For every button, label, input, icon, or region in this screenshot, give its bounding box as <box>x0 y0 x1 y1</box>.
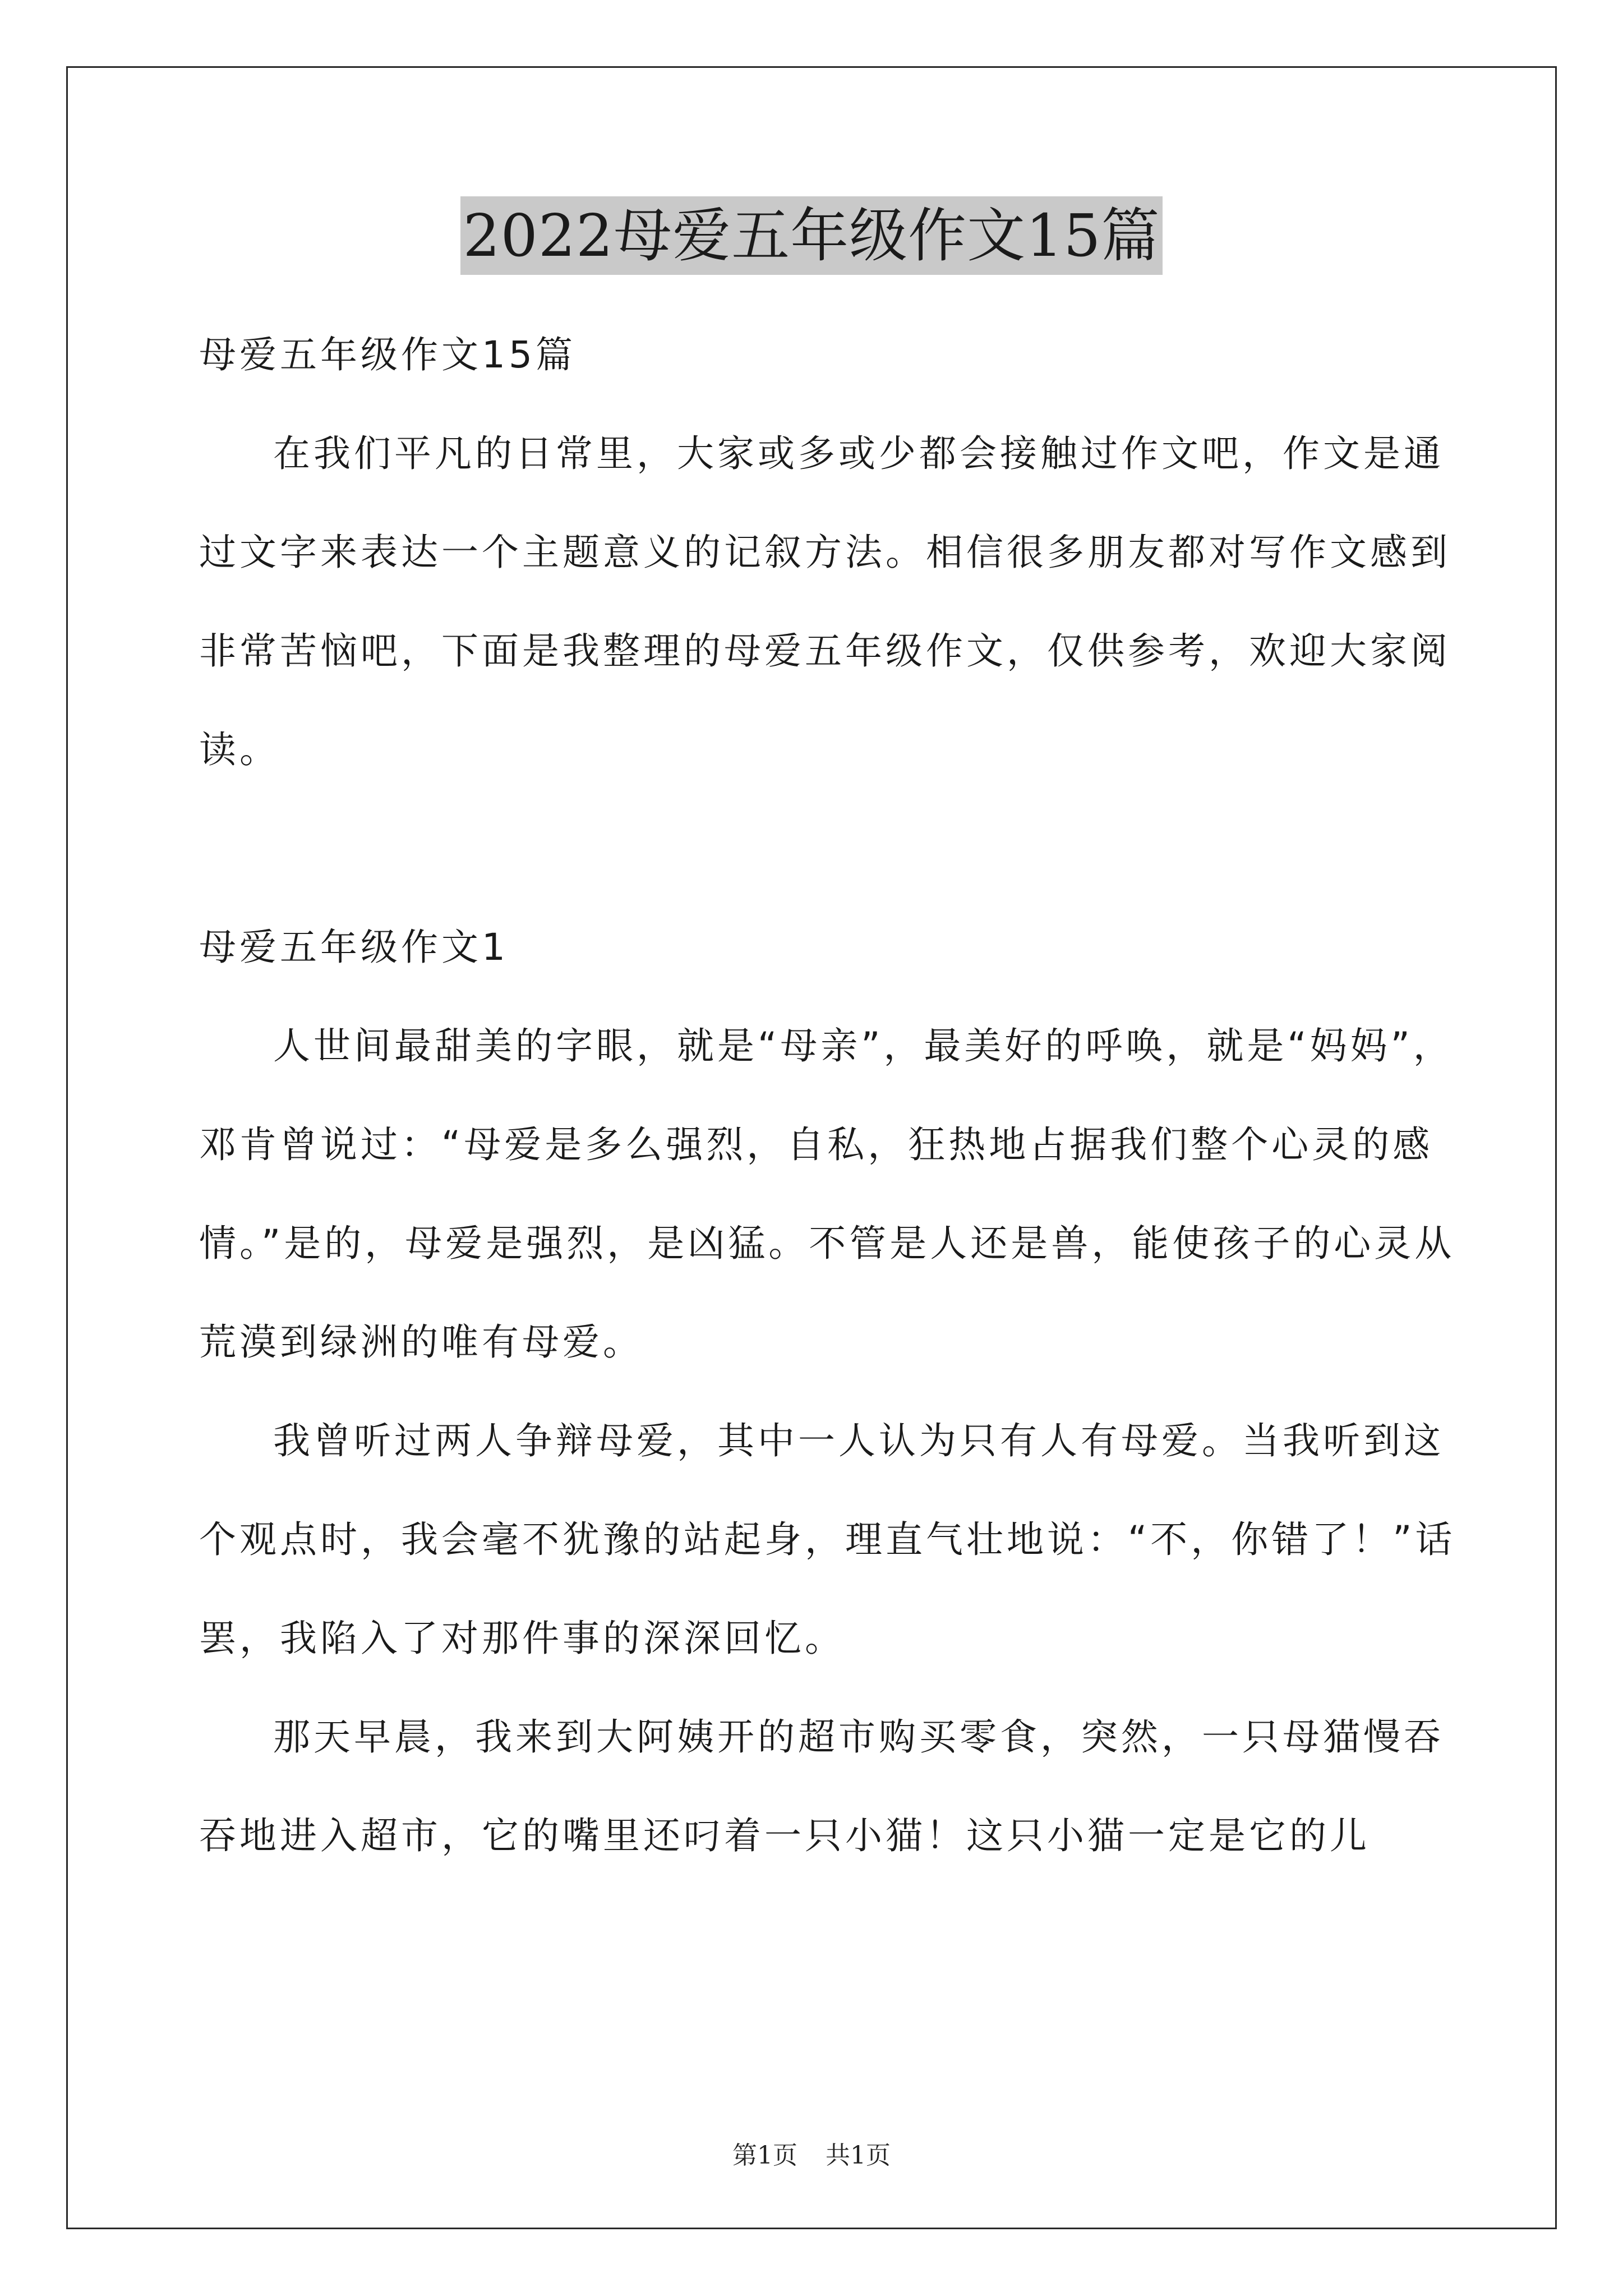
body-paragraph-2: 我曾听过两人争辩母爱，其中一人认为只有人有母爱。当我听到这个观点时，我会毫不犹豫的站起身，理直气壮地说：“不，你错了！”话罢，我陷入了对那件事的深深回忆。 <box>199 1419 1456 1660</box>
body-paragraph-1: 人世间最甜美的字眼，就是“母亲”，最美好的呼唤，就是“妈妈”，邓肯曾说过：“母爱是多么强烈，自私，狂热地占据我们整个心灵的感情。”是的，母爱是强烈，是凶猛。不管是人还是兽，能使孩子的心灵从荒漠到绿洲的唯有母爱。 <box>199 1024 1455 1364</box>
page-number: 第1页 <box>732 2141 797 2170</box>
body-paragraph-3: 那天早晨，我来到大阿姨开的超市购买零食，突然，一只母猫慢吞吞地进入超市，它的嘴里还叼着一只小猫！这只小猫一定是它的儿 <box>199 1715 1444 1857</box>
page-footer <box>0 2135 1623 2171</box>
section-gap <box>199 799 1472 898</box>
document-title: 2022母爱五年级作文15篇 <box>460 196 1162 275</box>
document-body <box>199 306 1472 1885</box>
intro-paragraph: 在我们平凡的日常里，大家或多或少都会接触过作文吧，作文是通过文字来表达一个主题意义的记叙方法。相信很多朋友都对写作文感到非常苦恼吧，下面是我整理的母爱五年级作文，仅供参考，欢迎大家阅读。 <box>199 432 1451 771</box>
section-heading: 母爱五年级作文1 <box>199 926 509 969</box>
page-total: 共1页 <box>826 2141 891 2170</box>
title-container <box>0 196 1623 275</box>
document-subtitle: 母爱五年级作文15篇 <box>199 333 576 376</box>
